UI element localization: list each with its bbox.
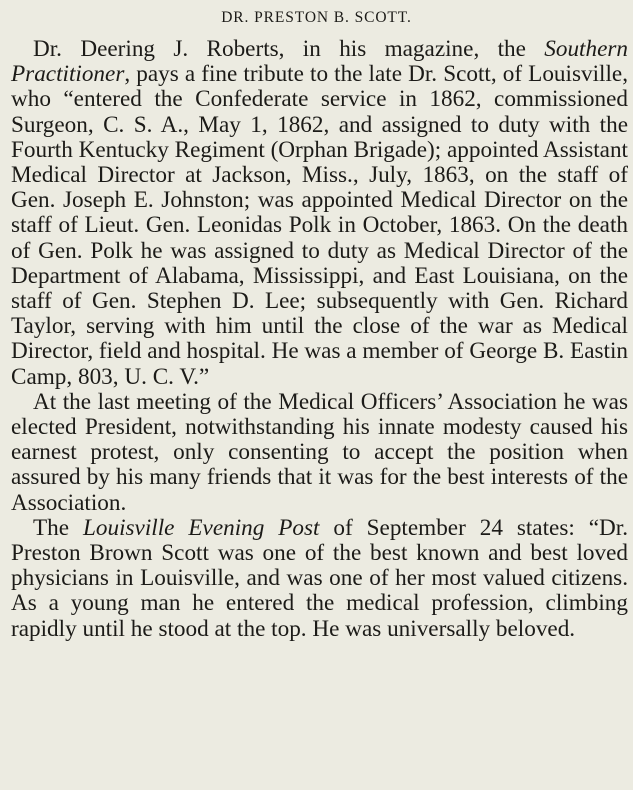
article-body [11, 37, 628, 642]
text-segment: , pays a fine tribute to the late Dr. Scott, of Louisville, who “entered the Confederate service in 1862, commissioned Surgeon, C. S. A., May 1, 1862, and assigned to duty with the Fourth Kentucky Regiment (Orphan Brigade); appointed Assistant Medical Director at Jackson, Miss., July, 1863, on the staff of Gen. Joseph E. Johnston; was appointed Medical Director on the staff of Lieut. Gen. Leonidas Polk in October, 1863. On the death of Gen. Polk he was assigned to duty as Medical Director of the Department of Alabama, Mississippi, and East Louisiana, on the staff of Gen. Stephen D. Lee; subsequently with Gen. Richard Taylor, serving with him until the close of the war as Medical Director, field and hospital. He was a member of George B. Eastin Camp, 803, U. C. V.” [11, 61, 628, 390]
magazine-title: Southern Practitioner [11, 36, 628, 88]
text-segment: Dr. Deering J. Roberts, in his magazine, the [33, 36, 545, 62]
newspaper-title: Louisville Evening Post [82, 514, 320, 541]
paragraph-3 [11, 516, 628, 642]
text-segment: of September 24 states: “Dr. Preston Brown Scott was one of the best known and best loved physicians in Louisville, and was one of her most valued citizens. As a young man he entered the medical profession, climbing rapidly until he stood at the top. He was universally beloved. [11, 514, 628, 642]
text-segment: At the last meeting of the Medical Officers’ Association he was elected President, notwithstanding his innate modesty caused his earnest protest, only consenting to accept the position when assured by his many friends that it was for the best interests of the Association. [11, 388, 628, 516]
text-segment: The [33, 514, 83, 541]
paragraph-1 [11, 37, 628, 390]
article-heading: DR. PRESTON B. SCOTT. [221, 9, 412, 26]
paragraph-2 [11, 390, 628, 516]
